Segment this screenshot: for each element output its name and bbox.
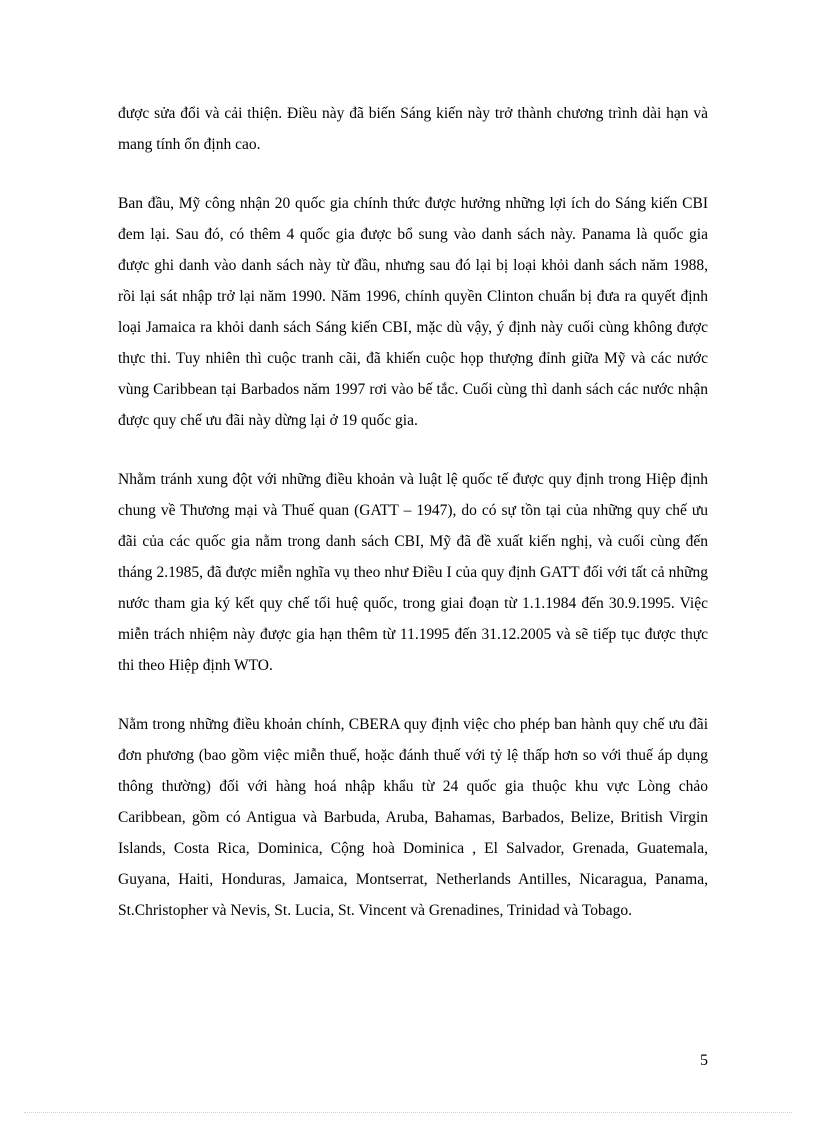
- page-body: [118, 98, 708, 926]
- page-number: 5: [700, 1052, 708, 1069]
- paragraph-3: Nhằm tránh xung đột với những điều khoản và luật lệ quốc tế được quy định trong Hiệp định chung về Thương mại và Thuế quan (GATT – 1947), do có sự tồn tại của những quy chế ưu đãi của các quốc gia nằm trong danh sách CBI, Mỹ đã đề xuất kiến nghị, và cuối cùng đến tháng 2.1985, đã được miễn nghĩa vụ theo như Điều I của quy định GATT đối với tất cả những nước tham gia ký kết quy chế tối huệ quốc, trong giai đoạn từ 1.1.1984 đến 30.9.1995. Việc miễn trách nhiệm này được gia hạn thêm từ 11.1995 đến 31.12.2005 và sẽ tiếp tục được thực thi theo Hiệp định WTO.: [118, 471, 708, 674]
- page-bottom-border: [24, 1112, 792, 1113]
- paragraph-4: Nằm trong những điều khoản chính, CBERA quy định việc cho phép ban hành quy chế ưu đãi đơn phương (bao gồm việc miễn thuế, hoặc đánh thuế với tỷ lệ thấp hơn so với thuế áp dụng thông thường) đối với hàng hoá nhập khẩu từ 24 quốc gia thuộc khu vực Lòng chảo Caribbean, gồm có Antigua và Barbuda, Aruba, Bahamas, Barbados, Belize, British Virgin Islands, Costa Rica, Dominica, Cộng hoà Dominica , El Salvador, Grenada, Guatemala, Guyana, Haiti, Honduras, Jamaica, Montserrat, Netherlands Antilles, Nicaragua, Panama, St.Christopher và Nevis, St. Lucia, St. Vincent và Grenadines, Trinidad và Tobago.: [118, 716, 708, 919]
- paragraph-1: được sửa đổi và cải thiện. Điều này đã biến Sáng kiến này trở thành chương trình dài hạn và mang tính ổn định cao.: [118, 105, 708, 153]
- paragraph-2: Ban đầu, Mỹ công nhận 20 quốc gia chính thức được hưởng những lợi ích do Sáng kiến CBI đem lại. Sau đó, có thêm 4 quốc gia được bổ sung vào danh sách này. Panama là quốc gia được ghi danh vào danh sách này từ đầu, nhưng sau đó lại bị loại khỏi danh sách năm 1988, rồi lại sát nhập trở lại năm 1990. Năm 1996, chính quyền Clinton chuẩn bị đưa ra quyết định loại Jamaica ra khỏi danh sách Sáng kiến CBI, mặc dù vậy, ý định này cuối cùng không được thực thi. Tuy nhiên thì cuộc tranh cãi, đã khiến cuộc họp thượng đỉnh giữa Mỹ và các nước vùng Caribbean tại Barbados năm 1997 rơi vào bế tắc. Cuối cùng thì danh sách các nước nhận được quy chế ưu đãi này dừng lại ở 19 quốc gia.: [118, 195, 708, 429]
